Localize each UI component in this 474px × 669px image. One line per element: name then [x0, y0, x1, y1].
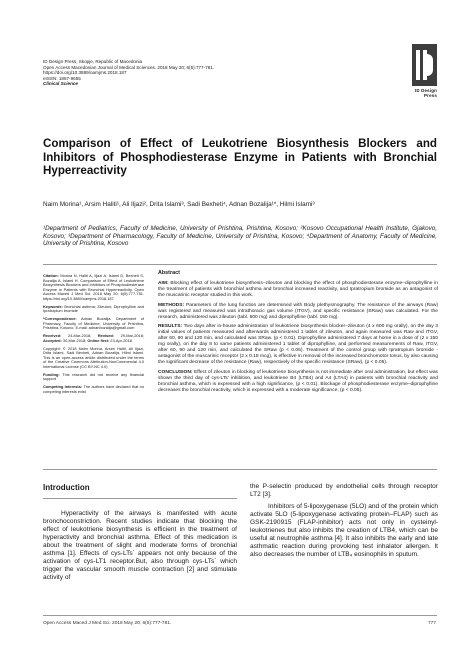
page-number: 777	[428, 621, 437, 626]
footer-journal: Open Access Maced J Med Sci. 2018 May 20; 6(5):777-781.	[43, 621, 172, 626]
footer-divider	[43, 615, 437, 616]
logo-text: ID Design Press	[414, 88, 437, 98]
abstract-body	[158, 281, 438, 397]
citation-block: Citation: Morina N, Haliti A, Iljazi A, Islami D, Bexheti S, Bozalija A, Islami H. Comparison of Effect of Leukotriene Biosynthesis Blockers and Inhibitors of Phosphodiesterase Enzyme in Patients with Bronchial Hyperreactivity. Open Access Maced J Med Sci. 2018 May 20; 6(5):777-781. https://doi.org/10.3889/oamjms.2018.187	[43, 273, 144, 301]
affiliations: ¹Department of Pediatrics, Faculty of Medicine, University of Prishtina, Prishtina, Kosovo; ²Kosovo Occupational Health Institute, Gjakovo, Kosovo; ³Department of Pharmacology, Faculty of Medicine, University of Prishtina, Kosovo; ⁴Department of Anatomy, Faculty of Medicine, University of Prishtina, Kosovo	[43, 225, 437, 248]
keywords-block: Keywords: Bronchial asthma; Zileuton; Diprophylline and Ipratropium bromide	[43, 303, 144, 313]
section-heading: Introduction	[43, 483, 90, 492]
header-line: eISSN: 1857-9655	[43, 75, 81, 81]
header-line: ID Design Press, Skopje, Republic of Macedonia	[43, 59, 143, 64]
section-label: Clinical Science	[43, 81, 78, 87]
paragraph: the P-selectin produced by endothelial cells through receptor LT2 [3].	[250, 483, 438, 498]
abstract-conclusion: CONCLUSION: Effect of zileuton in blocking of leukotriene biosynthesis is not immediate after oral administration, but effect was shown the third day of cys-LTs' inhibition, and leukotriene B4 (LTB4) and A4 (LTA4) in patients with bronchial reactivity and bronchial asthma, which is expressed with a high significance, (p < 0.01). Blockage of phosphodiesterase enzyme–diprophylline decreases the bronchial reactivity, which is expressed with a moderate significance, (p < 0.05).	[158, 369, 438, 393]
journal-header	[43, 59, 373, 87]
intro-right-column	[250, 483, 438, 559]
article-info-sidebar	[43, 274, 144, 398]
competing-interests-block: Competing Interests: The authors have declared that no competing interests exist	[43, 384, 145, 394]
publisher-logo	[412, 44, 437, 100]
abstract-heading: Abstract	[158, 270, 180, 276]
logo-mark-icon	[412, 44, 437, 86]
copyright-block: Copyright: © 2018 Naim Morina, Arsim Haliti, Ali Iljazi, Drita Islami, Sadi Bexheti, Adnan Bozalija, Hilmi Islami. This is an open-access article distributed under the terms of the Creative Commons Attribution-NonCommercial 4.0 International License (CC BY-NC 4.0)	[43, 345, 144, 369]
doi-link[interactable]: https://doi.org/10.3889/oamjms.2018.187	[43, 70, 127, 76]
section-underline	[43, 498, 237, 499]
funding-block: Funding: This research did not receive any financial support	[43, 371, 144, 381]
divider	[43, 469, 437, 470]
header-line: Open Access Macedonian Journal of Medical Sciences. 2018 May 20; 6(5):777-781.	[43, 64, 215, 70]
abstract-methods: METHODS: Parameters of the lung function are determined with Body plethysmography. The resistance of the airways (Raw) was registered and measured was intrathoracic gas volume (ITGV), and specific resistance (SRaw) was calculated. For the research, administered was zileuton (tabl. 600 mg) and diprophylline (tabl. 150 mg).	[158, 302, 439, 320]
abstract-results: RESULTS: Two days after in-house administration of leukotriene biosynthesis blocker–zileuton (4 x 600 mg orally), on the day 3 initial values of patients measured and afterwards administered 1 tablet of zileuton, and again measured was Raw and ITGV, after 60, 90 and 120 min, and calculated was SRaw. (p < 0.01). Diprophylline administered 7 days at home in a dose of (2 x 150 mg orally), on the day 8 to same patients administered 1 tablet of diprophylline, and performed measurements of Raw, ITGV, after 60, 90 and 120 min, and calculated the SRaw (p < 0.05). Treatment of the control group with Ipratropium bromide - antagonist of the muscarinic receptor (2 x 0.18 mcg), is effective in removal of the increased bronchomotor tonus, by also causing the significant decrease of the resistance (Raw), respectively of the specific resistance (SRaw), (p < 0.05).	[158, 324, 438, 365]
article-title: Comparison of Effect of Leukotriene Biosynthesis Blockers and Inhibitors of Phosphodiesterase Enzyme in Patients with Bronchial Hyperreactivity	[43, 137, 437, 178]
abstract-aim: AIM: Blocking effect of leukotriene biosynthesis–zileuton and blocking the effect of phosphodiesterase enzyme–diprophylline in the treatment of patients with bronchial asthma and bronchial increased reactivity, and Ipratropium bromide as an antagonist of the muscarinic receptor studied in this work.	[158, 281, 439, 298]
intro-left-column: Hyperactivity of the airways is manifested with acute bronchoconstriction. Recent studies indicate that blocking the effect of leukotriene biosynthesis is efficient in the treatment of hyperactivity and bronchial asthma. Effect of this medication is about the treatment of slight and moderate forms of bronchial asthma [1]. Effects of cys-LTs´ appears not only because of the activation of cys-LT1 receptor.But, also through cys-LTs´ which trigger the vascular smooth muscle contraction [2] and stimulate activity of	[43, 510, 237, 581]
dates-block: Received: 24-Mar-2018; Revised: 29-Mar-2018; Accepted: 30-Mar-2018; Online first: 23-Apr-2018	[43, 333, 144, 343]
author-list: Naim Morina¹, Arsim Haliti¹, Ali Iljazi², Drita Islami³, Sadi Bexheti⁴, Adnan Bozalija¹*, Hilmi Islami³	[43, 201, 315, 208]
divider	[43, 264, 437, 265]
correspondence-block: *Correspondence: Adnan Bozalija. Department of Pharmacy, Faculty of Medicine, University of Prishtina, Prishtina, Kosovo. E-mail: adnanbozalija@gmail.com	[43, 316, 144, 330]
paragraph: Inhibitors of 5-lipoxygenase (5LO) and of the protein which activate 5LO (5-lipoxygenase activating protein–FLAP) such as GSK-2190915 (FLAP-inhibitor) acts not only in cysteinyl-leukotrienes but also inhibits the creation of LTB4, which can be useful at neutrophile asthma [4]. It also inhibits the early and late asthmatic reaction during provoking test inhalator allergen. It also decreases the number of LTB₄ eosinophils in sputum.	[250, 503, 438, 558]
